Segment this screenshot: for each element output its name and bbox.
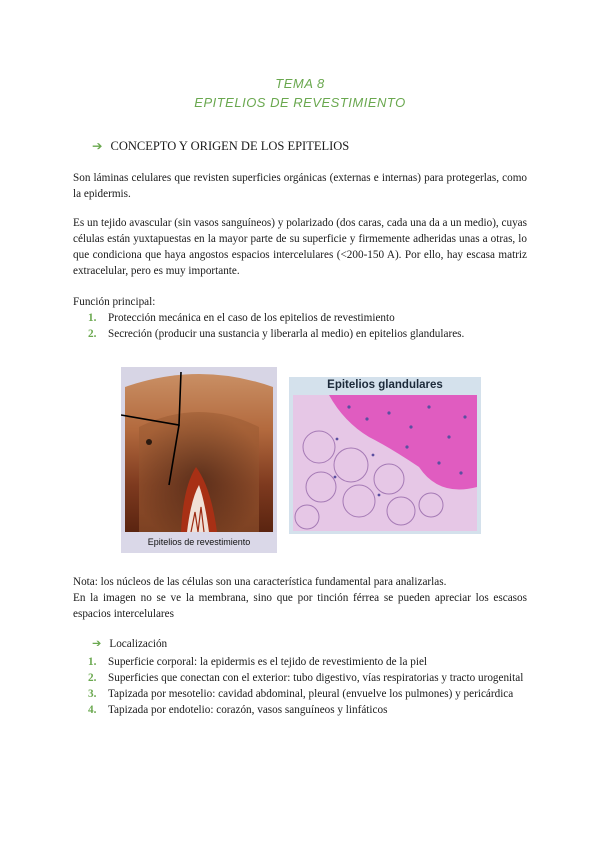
list-text: Superficie corporal: la epidermis es el tejido de revestimiento de la piel xyxy=(108,656,428,668)
image-caption: Epitelios de revestimiento xyxy=(147,537,251,547)
paragraph-definition: Son láminas celulares que revisten superficies orgánicas (externas e internas) para protegerlas, como la epidermis. xyxy=(73,172,527,200)
list-item xyxy=(88,670,538,686)
list-number: 3. xyxy=(88,688,97,700)
function-list xyxy=(88,310,538,342)
list-text: Secreción (producir una sustancia y liberarla al medio) en epitelios glandulares. xyxy=(108,328,465,340)
topic-number: TEMA 8 xyxy=(275,76,325,91)
paragraph-function-label: Función principal: xyxy=(73,296,156,308)
section-heading-text: CONCEPTO Y ORIGEN DE LOS EPITELIOS xyxy=(110,139,350,153)
list-number: 1. xyxy=(88,656,97,668)
epithelium-illustration xyxy=(121,367,277,553)
note-membrane: En la imagen no se ve la membrana, sino que por tinción férrea se pueden apreciar los escasos espacios intercelulares xyxy=(73,592,527,620)
list-item xyxy=(88,654,538,670)
list-number: 2. xyxy=(88,672,97,684)
micrograph-epitelio-glandular xyxy=(289,377,481,534)
list-text: Tapizada por endotelio: corazón, vasos sanguíneos y linfáticos xyxy=(108,704,388,716)
section-heading-concepto xyxy=(92,138,349,154)
location-list xyxy=(88,654,538,718)
list-number: 2. xyxy=(88,328,97,340)
micrograph-epitelio-revestimiento xyxy=(121,367,277,553)
list-text: Superficies que conectan con el exterior: tubo digestivo, vías respiratorias y tracto urogenital xyxy=(108,672,524,684)
paragraph-characteristics: Es un tejido avascular (sin vasos sanguíneos) y polarizado (dos caras, cada una da a un medio), cuyas células están yuxtapuestas en la mayor parte de su superficie y firmemente adheridas unas a otras, lo que condiciona que haya angostos espacios intercelulares (<200-150 A). Por ello, hay escasa matriz extracelular, pero es muy importante. xyxy=(73,217,527,277)
arrow-icon: ➔ xyxy=(92,138,103,153)
list-item xyxy=(88,310,538,326)
glandular-illustration xyxy=(289,377,481,534)
list-item xyxy=(88,326,538,342)
page-title: EPITELIOS DE REVESTIMIENTO xyxy=(194,95,406,110)
section-heading-localizacion xyxy=(92,637,167,650)
list-number: 1. xyxy=(88,312,97,324)
list-text: Protección mecánica en el caso de los epitelios de revestimiento xyxy=(108,312,395,324)
image-caption: Epitelios glandulares xyxy=(327,379,443,391)
section-heading-text: Localización xyxy=(109,638,168,650)
arrow-icon: ➔ xyxy=(92,637,102,650)
list-item xyxy=(88,686,538,702)
list-number: 4. xyxy=(88,704,97,716)
list-text: Tapizada por mesotelio: cavidad abdominal, pleural (envuelve los pulmones) y pericárdica xyxy=(108,688,514,700)
list-item xyxy=(88,702,538,718)
note-nuclei: Nota: los núcleos de las células son una característica fundamental para analizarlas. xyxy=(73,576,447,588)
